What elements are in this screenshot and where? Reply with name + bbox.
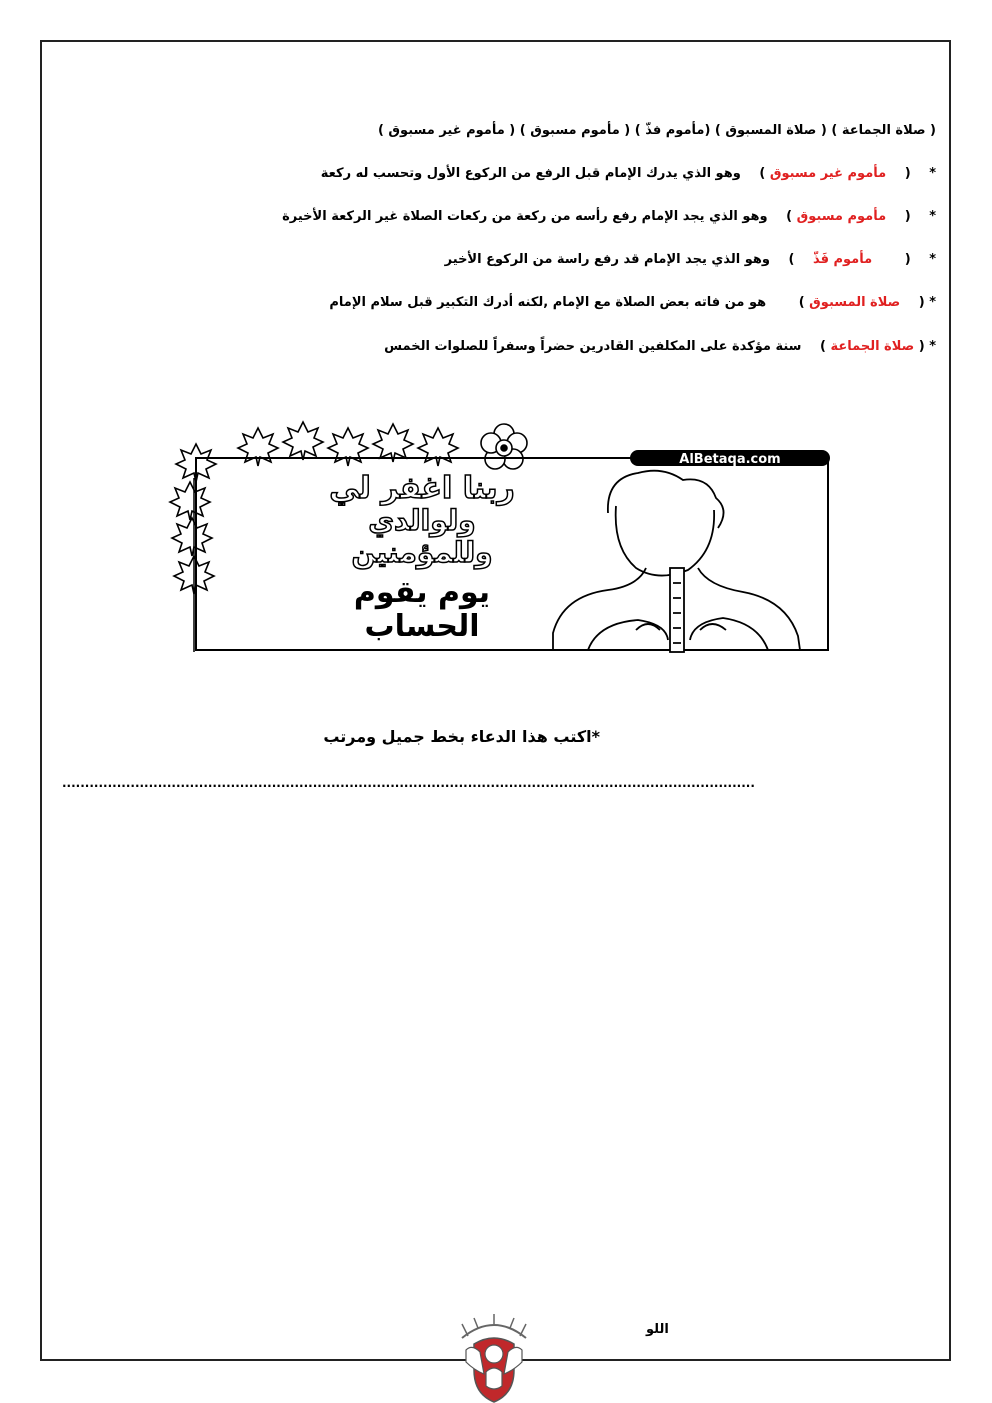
item-star: * bbox=[929, 166, 936, 181]
writing-answer-line[interactable]: ........................................................................................................................................................ bbox=[62, 776, 755, 788]
question-item-1 bbox=[321, 164, 936, 184]
item-definition: وهو الذي يجد الإمام قد رفع راسة من الركوع الأخير bbox=[444, 252, 770, 267]
dua-line-2: ولوالدي bbox=[368, 504, 476, 537]
item-star: * bbox=[929, 339, 936, 354]
dua-line-3: وللمؤمنين bbox=[351, 536, 493, 569]
maple-leaf-icon bbox=[238, 428, 278, 466]
flower-icon bbox=[481, 424, 527, 469]
item-open-paren: ( bbox=[918, 339, 925, 354]
dua-line-5: الحساب bbox=[364, 609, 480, 644]
question-item-2 bbox=[282, 207, 936, 227]
question-item-4 bbox=[329, 293, 936, 313]
dua-line-1: ربنا اغفر لي bbox=[329, 471, 515, 506]
item-open-paren: ( bbox=[904, 166, 911, 181]
item-star: * bbox=[929, 252, 936, 267]
item-definition: وهو الذي يدرك الإمام قبل الرفع من الركوع الأول وتحسب له ركعة bbox=[320, 166, 741, 181]
falcon-emblem-icon bbox=[452, 1314, 536, 1403]
item-star: * bbox=[929, 295, 936, 310]
item-definition: وهو الذي يجد الإمام رفع رأسه من ركعة من ركعات الصلاة غير الركعة الأخيرة bbox=[282, 209, 768, 224]
options-line bbox=[378, 121, 936, 141]
dua-line-4: يوم يقوم bbox=[353, 575, 491, 610]
item-close-paren: ) bbox=[759, 166, 766, 181]
maple-leaf-icon bbox=[418, 428, 458, 466]
item-answer: صلاة الجماعة bbox=[830, 339, 915, 354]
maple-leaf-icon bbox=[373, 424, 413, 462]
item-definition: سنة مؤكدة على المكلفين القادرين حضراً وسفراً للصلوات الخمس bbox=[384, 339, 802, 354]
question-item-3 bbox=[445, 250, 936, 270]
item-close-paren: ) bbox=[786, 209, 793, 224]
maple-leaf-icon bbox=[328, 428, 368, 466]
maple-leaf-icon bbox=[172, 518, 212, 556]
question-item-5 bbox=[384, 337, 936, 357]
dua-illustration bbox=[168, 418, 833, 654]
maple-leaf-icon bbox=[283, 422, 323, 460]
item-close-paren: ) bbox=[819, 339, 826, 354]
item-answer: مأموم غير مسبوق bbox=[769, 166, 887, 181]
item-open-paren: ( bbox=[918, 295, 925, 310]
item-open-paren: ( bbox=[904, 209, 911, 224]
maple-leaf-icon bbox=[170, 482, 210, 520]
options-text: ( صلاة الجماعة ) ( صلاة المسبوق ) (مأموم فذّ ) ( مأموم مسبوق ) ( مأموم غير مسبوق ) bbox=[377, 123, 936, 138]
item-open-paren: ( bbox=[904, 252, 911, 267]
item-definition: هو من فاته بعض الصلاة مع الإمام ,لكنه أدرك التكبير قبل سلام الإمام bbox=[329, 295, 767, 310]
site-badge: AlBetaqa.com bbox=[679, 452, 781, 467]
writing-task-instruction: *اكتب هذا الدعاء بخط جميل ومرتب bbox=[323, 727, 600, 746]
item-answer: مأموم مسبوق bbox=[796, 209, 887, 224]
item-answer: مأموم فَذّ bbox=[812, 252, 873, 267]
footer-label: اللو bbox=[646, 1322, 669, 1337]
item-star: * bbox=[929, 209, 936, 224]
item-close-paren: ) bbox=[788, 252, 795, 267]
praying-child-icon bbox=[553, 471, 800, 652]
page-border bbox=[40, 40, 951, 1361]
item-close-paren: ) bbox=[798, 295, 805, 310]
item-answer: صلاة المسبوق bbox=[809, 295, 901, 310]
